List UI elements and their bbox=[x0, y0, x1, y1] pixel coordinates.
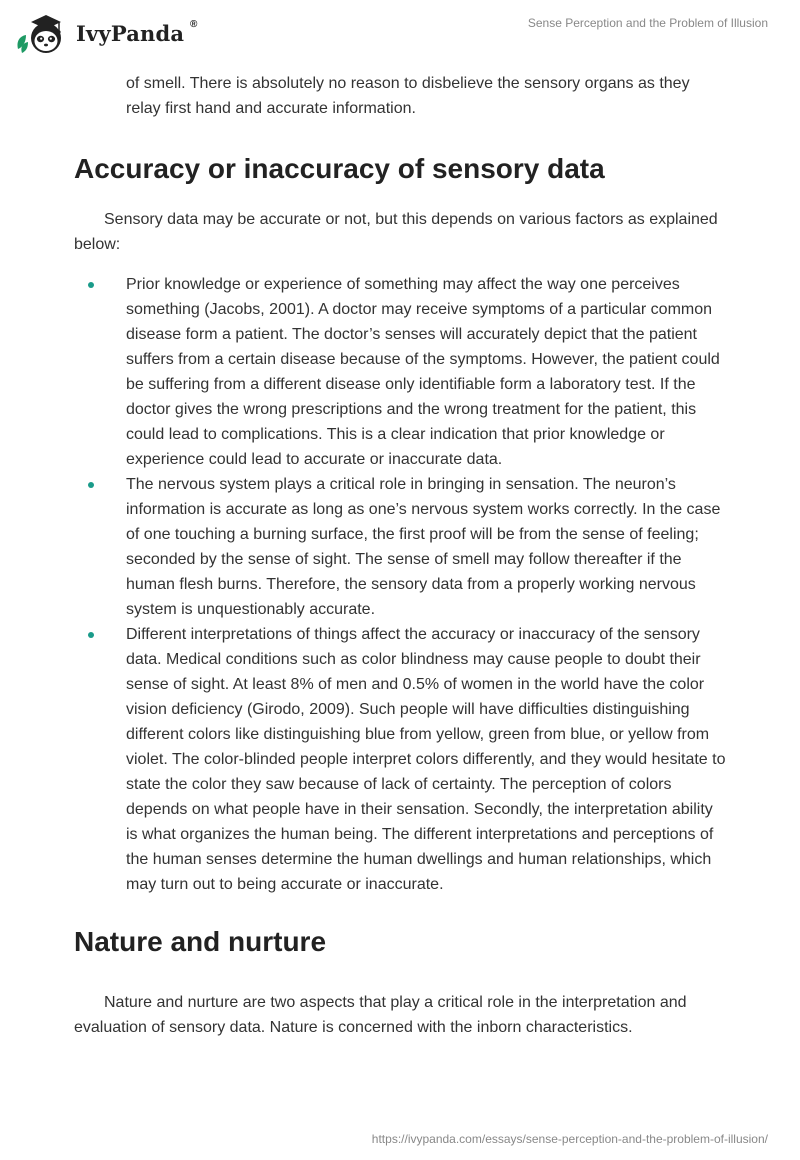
section-heading-accuracy: Accuracy or inaccuracy of sensory data bbox=[74, 153, 605, 184]
bullet-dot-icon bbox=[88, 632, 94, 638]
ivypanda-logo[interactable] bbox=[14, 9, 234, 57]
section-heading-nature-nurture: Nature and nurture bbox=[74, 926, 327, 957]
bullet-dot-icon bbox=[88, 482, 94, 488]
continued-paragraph: of smell. There is absolutely no reason to disbelieve the sensory organs as they relay first hand and accurate information. bbox=[126, 75, 690, 117]
document-title: Sense Perception and the Problem of Illusion bbox=[527, 16, 768, 30]
list-item-text: The nervous system plays a critical role in bringing in sensation. The neuron’s information is accurate as long as one’s nervous system works correctly. In the case of one touching a burning surface, the first proof will be from the sense of feeling; seconded by the sense of sight. The sense of smell may follow thereafter if the human flesh burns. Therefore, the sensory data from a properly working nervous system is unquestionably accurate. bbox=[126, 476, 721, 618]
panda-graduation-cap-icon bbox=[14, 9, 70, 57]
source-url[interactable]: https://ivypanda.com/essays/sense-perception-and-the-problem-of-illusion/ bbox=[371, 1132, 768, 1146]
essay-content bbox=[74, 71, 726, 1040]
nature-nurture-paragraph: Nature and nurture are two aspects that play a critical role in the interpretation and evaluation of sensory data. Nature is concerned with the inborn characteristics. bbox=[74, 994, 687, 1036]
list-item-text: Different interpretations of things affect the accuracy or inaccuracy of the sensory data. Medical conditions such as color blindness may cause people to doubt their sense of sight. At least 8% of men and 0.5% of women in the world have the color vision deficiency (Girodo, 2009). Such people will have difficulties distinguishing different colors like distinguishing blue from yellow, green from blue, or yellow from violet. The color-blinded people interpret colors differently, and they would hesitate to state the color they saw because of lack of certainty. The perception of colors depends on what people have in their sensation. Secondly, the interpretation ability is what organizes the human being. The different interpretations and perceptions of the human senses determine the human dwellings and human relationships, which may turn out to being accurate or inaccurate. bbox=[126, 626, 726, 893]
brand-name: IvyPanda bbox=[76, 21, 185, 46]
factors-list bbox=[74, 272, 726, 897]
page-header bbox=[0, 0, 800, 60]
list-item bbox=[74, 472, 726, 622]
list-item bbox=[74, 272, 726, 472]
list-item bbox=[74, 622, 726, 897]
list-item-text: Prior knowledge or experience of something may affect the way one perceives something (Jacobs, 2001). A doctor may receive symptoms of a particular common disease form a patient. The doctor’s senses will accurately depict that the patient suffers from a certain disease because of the symptoms. However, the patient could be suffering from a different disease only identifiable form a laboratory test. If the doctor gives the wrong prescriptions and the wrong treatment for the patient, this could lead to complications. This is a clear indication that prior knowledge or experience could lead to accurate or inaccurate data. bbox=[126, 276, 720, 468]
bullet-dot-icon bbox=[88, 282, 94, 288]
registered-mark: ® bbox=[190, 19, 198, 30]
section-intro-paragraph: Sensory data may be accurate or not, but this depends on various factors as explained below: bbox=[74, 211, 718, 253]
